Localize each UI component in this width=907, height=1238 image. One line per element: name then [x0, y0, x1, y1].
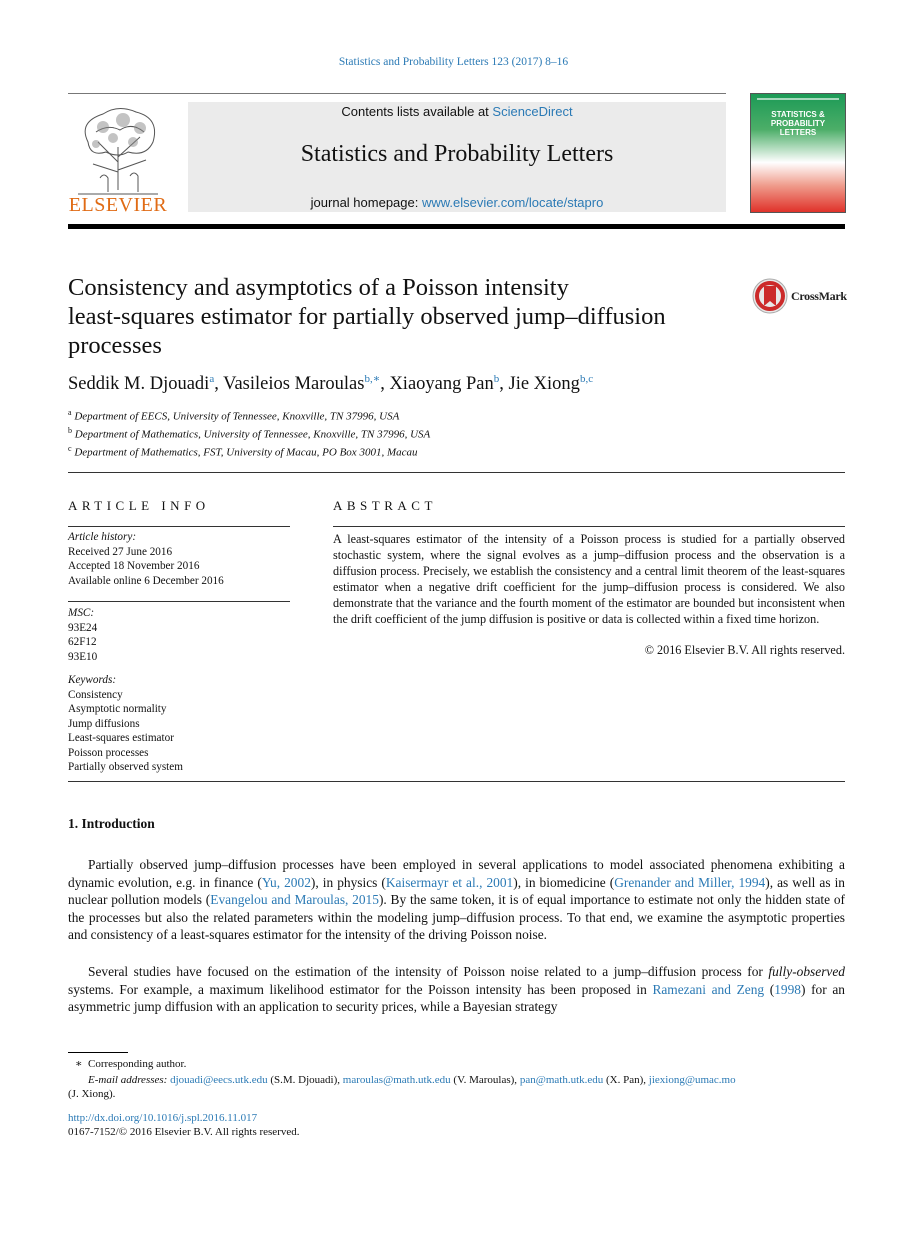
footnote-star: ∗ [75, 1058, 83, 1070]
author-separator: , [214, 374, 224, 395]
msc-item: 93E24 [68, 621, 98, 634]
doi-link[interactable] [68, 1111, 257, 1125]
keyword-item: Least-squares estimator [68, 732, 174, 744]
cover-title [755, 110, 841, 137]
affiliation [68, 444, 418, 459]
history-item: Received 27 June 2016 [68, 545, 173, 558]
paragraph-text: ), in biomedicine ( [513, 874, 615, 890]
cover-title-line: STATISTICS & [771, 110, 825, 119]
section-heading-introduction: 1. Introduction [68, 816, 155, 831]
section-rule [68, 781, 845, 782]
author-separator: , [499, 374, 509, 395]
body-paragraph [68, 963, 845, 1016]
paragraph-text: ), as well as in nuclear pollution models ( [68, 874, 845, 907]
cover-title-line: PROBABILITY [770, 119, 826, 128]
contents-line [188, 104, 726, 119]
affiliation [68, 408, 399, 423]
keyword-item: Poisson processes [68, 746, 149, 759]
paragraph-text: ), in physics ( [310, 874, 386, 890]
affiliation-text: Department of Mathematics, FST, University of Macau, PO Box 3001, Macau [74, 446, 418, 459]
footnote-email-continued: (J. Xiong). [68, 1088, 116, 1100]
doi-url[interactable]: http://dx.doi.org/10.1016/j.spl.2016.11.017 [68, 1112, 258, 1124]
msc-item: 62F12 [68, 636, 97, 648]
homepage-line [188, 195, 726, 210]
paragraph-text: ). By the same token, it is of equal importance to estimate not only the hidden state of the processes but also the related parameters within the modeling jump–diffusion process. To that end, we examine the asymptotic properties and consistency of a least-squares estimator for the intensity of the driving Poisson noise. [68, 892, 845, 942]
keyword-item: Jump diffusions [68, 717, 140, 730]
abstract-copyright: © 2016 Elsevier B.V. All rights reserved. [644, 643, 845, 657]
paragraph-text: Several studies have focused on the estimation of the intensity of Poisson noise related to a jump–diffusion process for [88, 964, 769, 979]
article-history [68, 530, 224, 588]
paragraph-text: Partially observed jump–diffusion processes have been employed in several applications to model associated phenomena exhibiting a dynamic evolution, e.g. in finance ( [68, 857, 845, 890]
sciencedirect-link[interactable]: ScienceDirect [492, 104, 573, 119]
cover-title-line: LETTERS [779, 128, 817, 137]
msc-label: MSC: [68, 607, 95, 619]
author-name: Xiaoyang Pan [389, 374, 494, 395]
citation-link[interactable]: Yu, 2002 [261, 874, 311, 890]
affiliation-text: Department of Mathematics, University of Tennessee, Knoxville, TN 37996, USA [74, 428, 431, 441]
cover-rule [757, 98, 839, 100]
author-name: Jie Xiong [508, 374, 580, 395]
history-item: Accepted 18 November 2016 [68, 560, 200, 572]
email-link[interactable]: jiexiong@umac.mo [648, 1074, 736, 1086]
msc-item: 93E10 [68, 650, 98, 663]
author-name: Vasileios Maroulas [223, 374, 365, 395]
keywords [68, 673, 183, 775]
email-owner: (X. Pan), [603, 1074, 649, 1086]
journal-cover-image[interactable] [750, 93, 846, 213]
header-rule [68, 93, 726, 94]
citation-link[interactable]: 1998 [774, 981, 801, 997]
email-owner: (S.M. Djouadi), [267, 1074, 343, 1086]
issn-copyright: 0167-7152/© 2016 Elsevier B.V. All rights reserved. [68, 1126, 300, 1138]
header-thick-rule [68, 224, 845, 229]
running-head[interactable]: Statistics and Probability Letters 123 (2017) 8–16 [338, 56, 569, 68]
crossmark-label[interactable]: CrossMark [791, 289, 847, 303]
email-link[interactable]: pan@math.utk.edu [519, 1074, 604, 1086]
section-rule [68, 472, 845, 473]
citation-link[interactable]: Evangelou and Maroulas, 2015 [210, 892, 379, 907]
affiliation-text: Department of EECS, University of Tennessee, Knoxville, TN 37996, USA [74, 410, 400, 423]
author-affil-mark[interactable]: b,∗ [364, 373, 381, 385]
author-affil-mark[interactable]: a [209, 373, 215, 385]
paragraph-text: ) for an asymmetric jump diffusion with an application to security prices, while a Bayesian strategy [68, 981, 845, 1014]
keyword-item: Partially observed system [68, 761, 183, 773]
footnote-corresponding [75, 1057, 186, 1071]
abstract-rule [333, 526, 845, 527]
citation-link[interactable]: Kaisermayr et al., 2001 [385, 874, 514, 890]
affiliation-mark: b [68, 426, 72, 435]
article-info-heading: ARTICLE INFO [68, 498, 210, 513]
affiliation-mark: a [68, 408, 72, 417]
article-info-rule [68, 526, 290, 527]
paragraph-text: ( [764, 981, 775, 997]
keywords-label: Keywords: [68, 674, 117, 686]
abstract-heading: ABSTRACT [333, 498, 437, 513]
publisher-wordmark[interactable]: ELSEVIER [68, 194, 168, 216]
title-line: Consistency and asymptotics of a Poisson intensity [68, 274, 569, 301]
homepage-prefix: journal homepage: [310, 195, 422, 210]
footnote-emails [88, 1073, 736, 1087]
msc-codes [68, 606, 97, 664]
article-info-rule [68, 601, 290, 602]
article-title [68, 273, 748, 360]
contents-prefix: Contents lists available at [341, 104, 493, 119]
paragraph-text: systems. For example, a maximum likelihood estimator for the Poisson intensity has been proposed in [68, 981, 653, 997]
body-paragraph [68, 856, 845, 944]
citation-link[interactable]: Ramezani and Zeng [652, 981, 765, 997]
author-affil-mark[interactable]: b,c [579, 373, 594, 385]
emphasis-text: fully-observed [768, 964, 845, 979]
email-label: E-mail addresses: [88, 1074, 168, 1086]
title-line: processes [68, 332, 162, 359]
history-item: Available online 6 December 2016 [68, 574, 224, 587]
keyword-item: Consistency [68, 688, 123, 701]
title-line: least-squares estimator for partially observed jump–diffusion [68, 303, 666, 330]
author-affil-mark[interactable]: b [493, 373, 500, 385]
affiliation [68, 426, 430, 441]
author-name: Seddik M. Djouadi [68, 374, 210, 395]
history-label: Article history: [68, 531, 137, 543]
keyword-item: Asymptotic normality [68, 703, 167, 715]
email-link[interactable]: djouadi@eecs.utk.edu [170, 1074, 268, 1086]
email-link[interactable]: maroulas@math.utk.edu [342, 1074, 451, 1086]
author-list [68, 372, 848, 395]
footnote-rule [68, 1052, 128, 1053]
author-separator: , [380, 374, 390, 395]
affiliation-mark: c [68, 444, 72, 453]
citation-link[interactable]: Grenander and Miller, 1994 [614, 874, 766, 890]
corresponding-text: Corresponding author. [87, 1058, 187, 1070]
abstract-text: A least-squares estimator of the intensity of a Poisson process is studied for a partially observed stochastic system, where the signal evolves as a jump–diffusion process and the observation is a diffusion process. Precisely, we establish the consistency and a central limit theorem of the least-squares estimator when a negative drift coefficient for the jump–diffusion process is considered. We also demonstrate that the variance and the fourth moment of the estimator are bounded but inconsistent when the drift coefficient of the jump diffusion is positive or data is collected within a fixed time horizon. [333, 532, 845, 626]
journal-homepage-link[interactable]: www.elsevier.com/locate/stapro [421, 195, 604, 210]
email-owner: (V. Maroulas), [450, 1074, 520, 1086]
journal-title: Statistics and Probability Letters [300, 141, 614, 167]
